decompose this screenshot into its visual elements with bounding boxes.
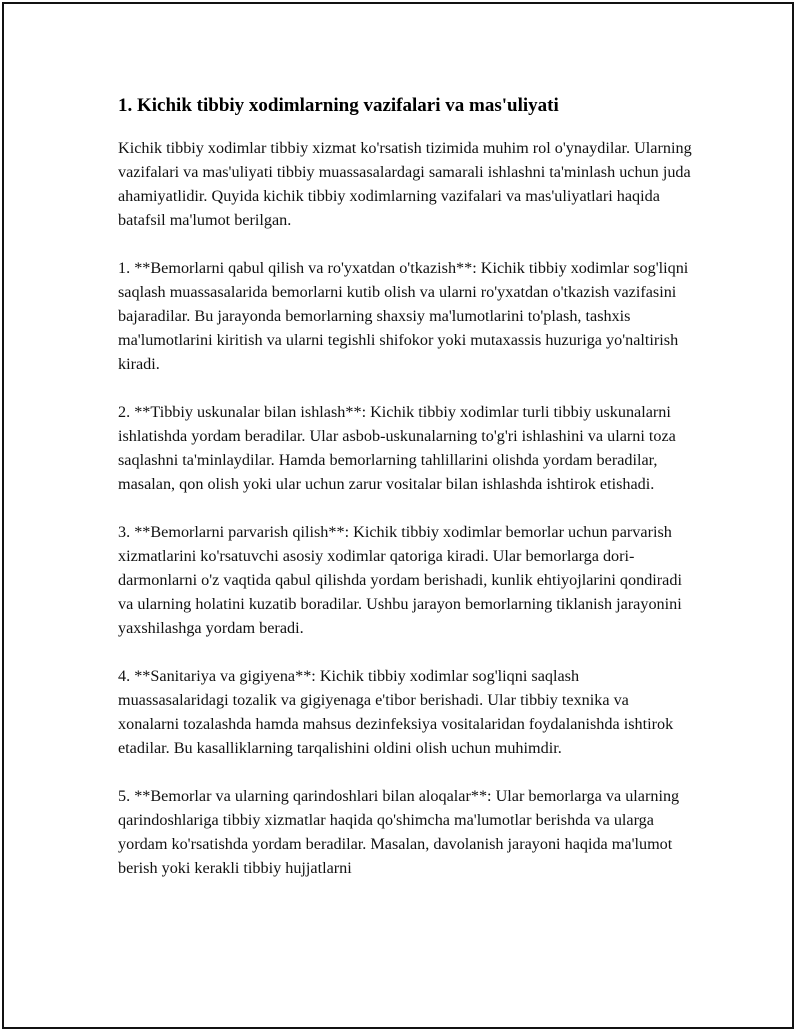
paragraph-item-2: 2. **Tibbiy uskunalar bilan ishlash**: Kichik tibbiy xodimlar turli tibbiy uskunalarni ishlatishda yordam beradilar. Ular asbob-uskunalarning to'g'ri ishlashini va ularni toza saqlashni ta'minlaydilar. Hamda bemorlarning tahlillarini olishda yordam beradilar, masalan, qon olish yoki ular uchun zarur vositalar bilan ishlashda ishtirok etishadi. [118,403,676,493]
paragraph-item-1: 1. **Bemorlarni qabul qilish va ro'yxatdan o'tkazish**: Kichik tibbiy xodimlar sog'liqni saqlash muassasalarida bemorlarni kutib olish va ularni ro'yxatdan o'tkazish vazifasini bajaradilar. Bu jarayonda bemorlarning shaxsiy ma'lumotlarini to'plash, tashxis ma'lumotlarini kiritish va ularni tegishli shifokor yoki mutaxassis huzuriga yo'naltirish kiradi. [118,259,689,373]
document-title: 1. Kichik tibbiy xodimlarning vazifalari va mas'uliyati [118,95,559,116]
intro-paragraph: Kichik tibbiy xodimlar tibbiy xizmat ko'rsatish tizimida muhim rol o'ynaydilar. Ularning vazifalari va mas'uliyati tibbiy muassasalardagi samarali ishlashni ta'minlash uchun juda ahamiyatlidir. Quyida kichik tibbiy xodimlarning vazifalari va mas'uliyatlari haqida batafsil ma'lumot berilgan. [118,139,692,229]
paragraph-item-4: 4. **Sanitariya va gigiyena**: Kichik tibbiy xodimlar sog'liqni saqlash muassasalaridagi tozalik va gigiyenaga e'tibor berishadi. Ular tibbiy texnika va xonalarni tozalashda hamda mahsus dezinfeksiya vositalaridan foydalanishda ishtirok etadilar. Bu kasalliklarning tarqalishini oldini olish uchun muhimdir. [118,667,674,757]
paragraph-item-3: 3. **Bemorlarni parvarish qilish**: Kichik tibbiy xodimlar bemorlar uchun parvarish xizmatlarini ko'rsatuvchi asosiy xodimlar qatoriga kiradi. Ular bemorlarga dori-darmonlarni o'z vaqtida qabul qilishda yordam berishadi, kunlik ehtiyojlarini qondiradi va ularning holatini kuzatib boradilar. Ushbu jarayon bemorlarning tiklanish jarayonini yaxshilashga yordam beradi. [118,523,682,637]
paragraph-item-5: 5. **Bemorlar va ularning qarindoshlari bilan aloqalar**: Ular bemorlarga va ularning qarindoshlariga tibbiy xizmatlar haqida qo'shimcha ma'lumotlar berishda va ularga yordam ko'rsatishda yordam beradilar. Masalan, davolanish jarayoni haqida ma'lumot berish yoki kerakli tibbiy hujjatlarni [118,787,680,877]
document-body [118,92,693,904]
